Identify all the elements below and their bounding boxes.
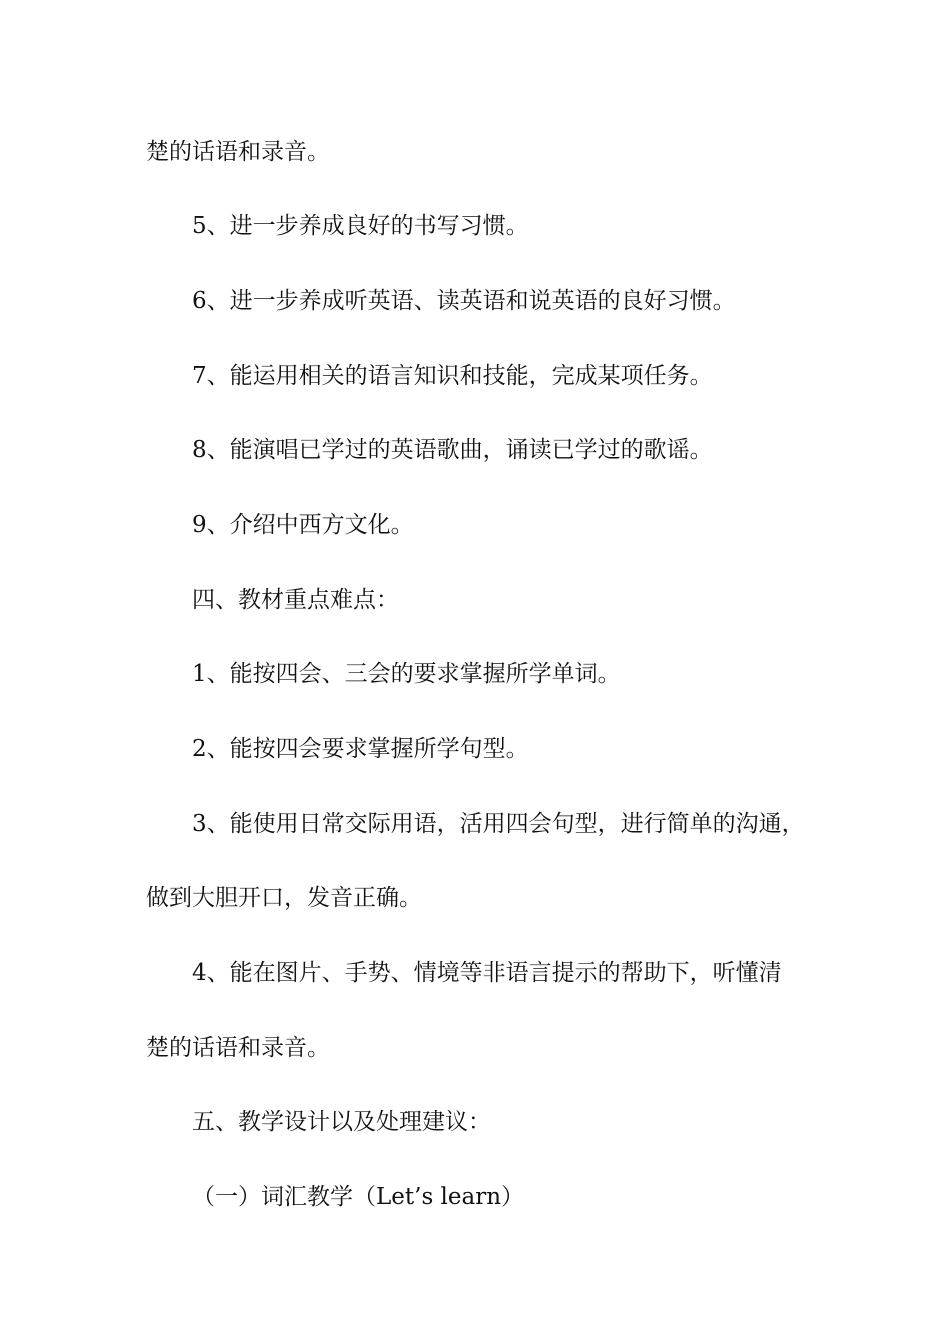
list-item: 1、能按四会、三会的要求掌握所学单词。 [192, 661, 621, 687]
list-item: 4、能在图片、手势、情境等非语言提示的帮助下，听懂清 [192, 960, 782, 986]
list-item: 3、能使用日常交际用语，活用四会句型，进行简单的沟通， [192, 811, 805, 837]
paragraph-line: 楚的话语和录音。 [146, 139, 330, 165]
list-item: 9、介绍中西方文化。 [192, 512, 414, 538]
section-heading: 五、教学设计以及处理建议： [192, 1109, 491, 1135]
section-heading: 四、教材重点难点： [192, 587, 399, 613]
paragraph-line: 楚的话语和录音。 [146, 1035, 330, 1061]
list-item: 5、进一步养成良好的书写习惯。 [192, 213, 529, 239]
list-item: 2、能按四会要求掌握所学句型。 [192, 736, 529, 762]
list-item: 6、进一步养成听英语、读英语和说英语的良好习惯。 [192, 288, 736, 314]
list-item: 7、能运用相关的语言知识和技能，完成某项任务。 [192, 363, 713, 389]
subsection-heading: （一）词汇教学（Let’s learn） [192, 1184, 525, 1210]
list-item: 8、能演唱已学过的英语歌曲，诵读已学过的歌谣。 [192, 437, 713, 463]
paragraph-line: 做到大胆开口，发音正确。 [146, 885, 422, 911]
